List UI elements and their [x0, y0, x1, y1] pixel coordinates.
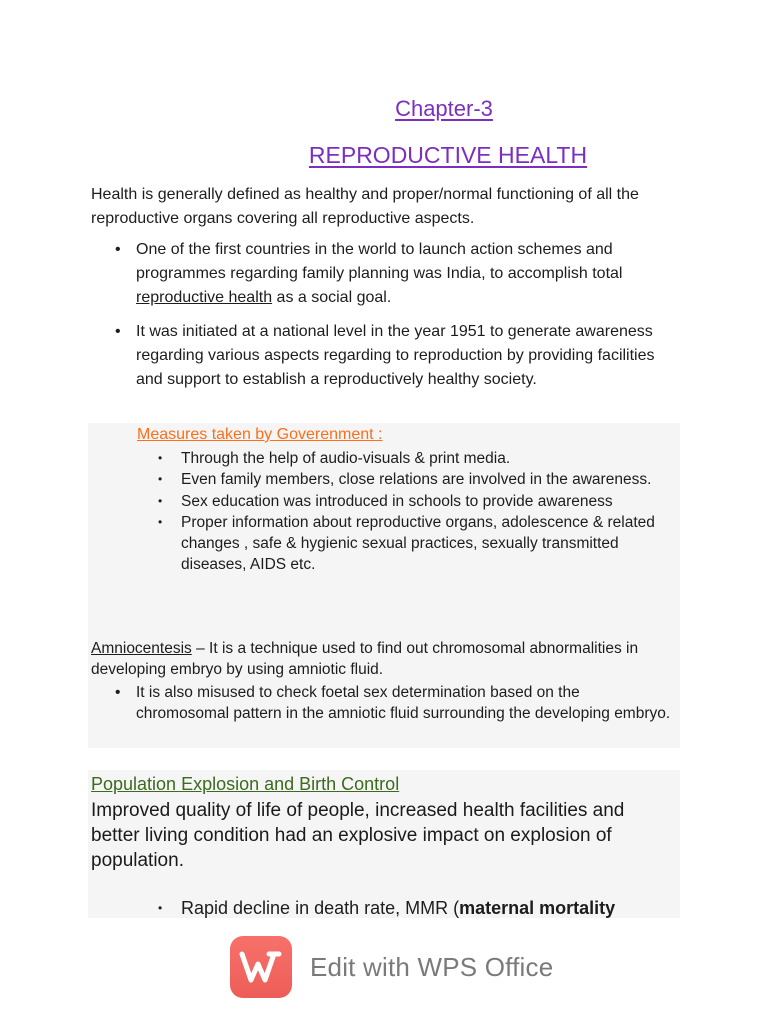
- amniocentesis-definition: – It is a technique used to find out chromosomal abnormalities in developing embryo by using amniotic fluid.: [91, 640, 639, 679]
- list-item: [158, 448, 678, 469]
- bullet-icon: •: [115, 241, 121, 258]
- population-item-bold: maternal mortality: [459, 898, 616, 918]
- page-title: REPRODUCTIVE HEALTH: [308, 142, 588, 168]
- bullet-icon: •: [158, 514, 163, 529]
- population-item-text: Rapid decline in death rate, MMR (: [181, 898, 460, 918]
- intro-bullet-list: [113, 238, 673, 402]
- population-paragraph: Improved quality of life of people, increased health facilities and better living condition had an explosive impact on explosion of population.: [91, 800, 625, 871]
- list-item: [113, 320, 673, 392]
- bullet-icon: •: [158, 493, 163, 508]
- list-item: [158, 491, 678, 512]
- bullet-text: One of the first countries in the world to launch action schemes and programmes regarding family planning was India, to accomplish total: [136, 241, 623, 282]
- bullet-icon: •: [158, 901, 163, 915]
- amniocentesis-paragraph: [91, 638, 661, 681]
- wps-w-icon: [239, 950, 283, 984]
- intro-paragraph: Health is generally defined as healthy and proper/normal functioning of all the reproductive organs covering all reproductive aspects.: [91, 186, 639, 227]
- measure-text: Through the help of audio-visuals & print media.: [181, 450, 511, 467]
- wps-logo-icon: [230, 936, 292, 998]
- amniocentesis-item-text: It is also misused to check foetal sex determination based on the chromosomal pattern in the amniotic fluid surrounding the developing embryo.: [136, 684, 671, 723]
- measures-list: [158, 448, 678, 576]
- list-item: [113, 238, 673, 310]
- list-item: [158, 896, 668, 920]
- measure-text: Sex education was introduced in schools to provide awareness: [181, 492, 613, 510]
- bullet-icon: •: [115, 323, 121, 340]
- amniocentesis-list: [113, 682, 673, 725]
- population-heading: Population Explosion and Birth Control: [91, 774, 400, 794]
- bullet-icon: •: [115, 684, 121, 701]
- measure-text: Proper information about reproductive organs, adolescence & related changes , safe & hygienic sexual practices, sexually transmitted diseases, AIDS etc.: [181, 513, 655, 574]
- bullet-underlined-text: reproductive health: [136, 289, 273, 306]
- wps-banner-text: Edit with WPS Office: [310, 951, 554, 982]
- bullet-text: It was initiated at a national level in the year 1951 to generate awareness regarding various aspects regarding to reproduction by providing facilities and support to establish a reproductively healthy society.: [136, 323, 655, 388]
- list-item: [158, 469, 678, 490]
- chapter-label: Chapter-3: [395, 96, 493, 121]
- measures-heading: Measures taken by Goverenment :: [137, 426, 383, 443]
- list-item: [158, 512, 678, 576]
- amniocentesis-term: Amniocentesis: [91, 640, 192, 657]
- bullet-icon: •: [158, 472, 163, 487]
- bullet-text-end: as a social goal.: [272, 289, 392, 306]
- measure-text: Even family members, close relations are involved in the awareness.: [181, 471, 652, 489]
- population-list: [158, 896, 668, 920]
- wps-banner[interactable]: [230, 934, 630, 1000]
- list-item: [113, 682, 673, 725]
- bullet-icon: •: [158, 451, 163, 465]
